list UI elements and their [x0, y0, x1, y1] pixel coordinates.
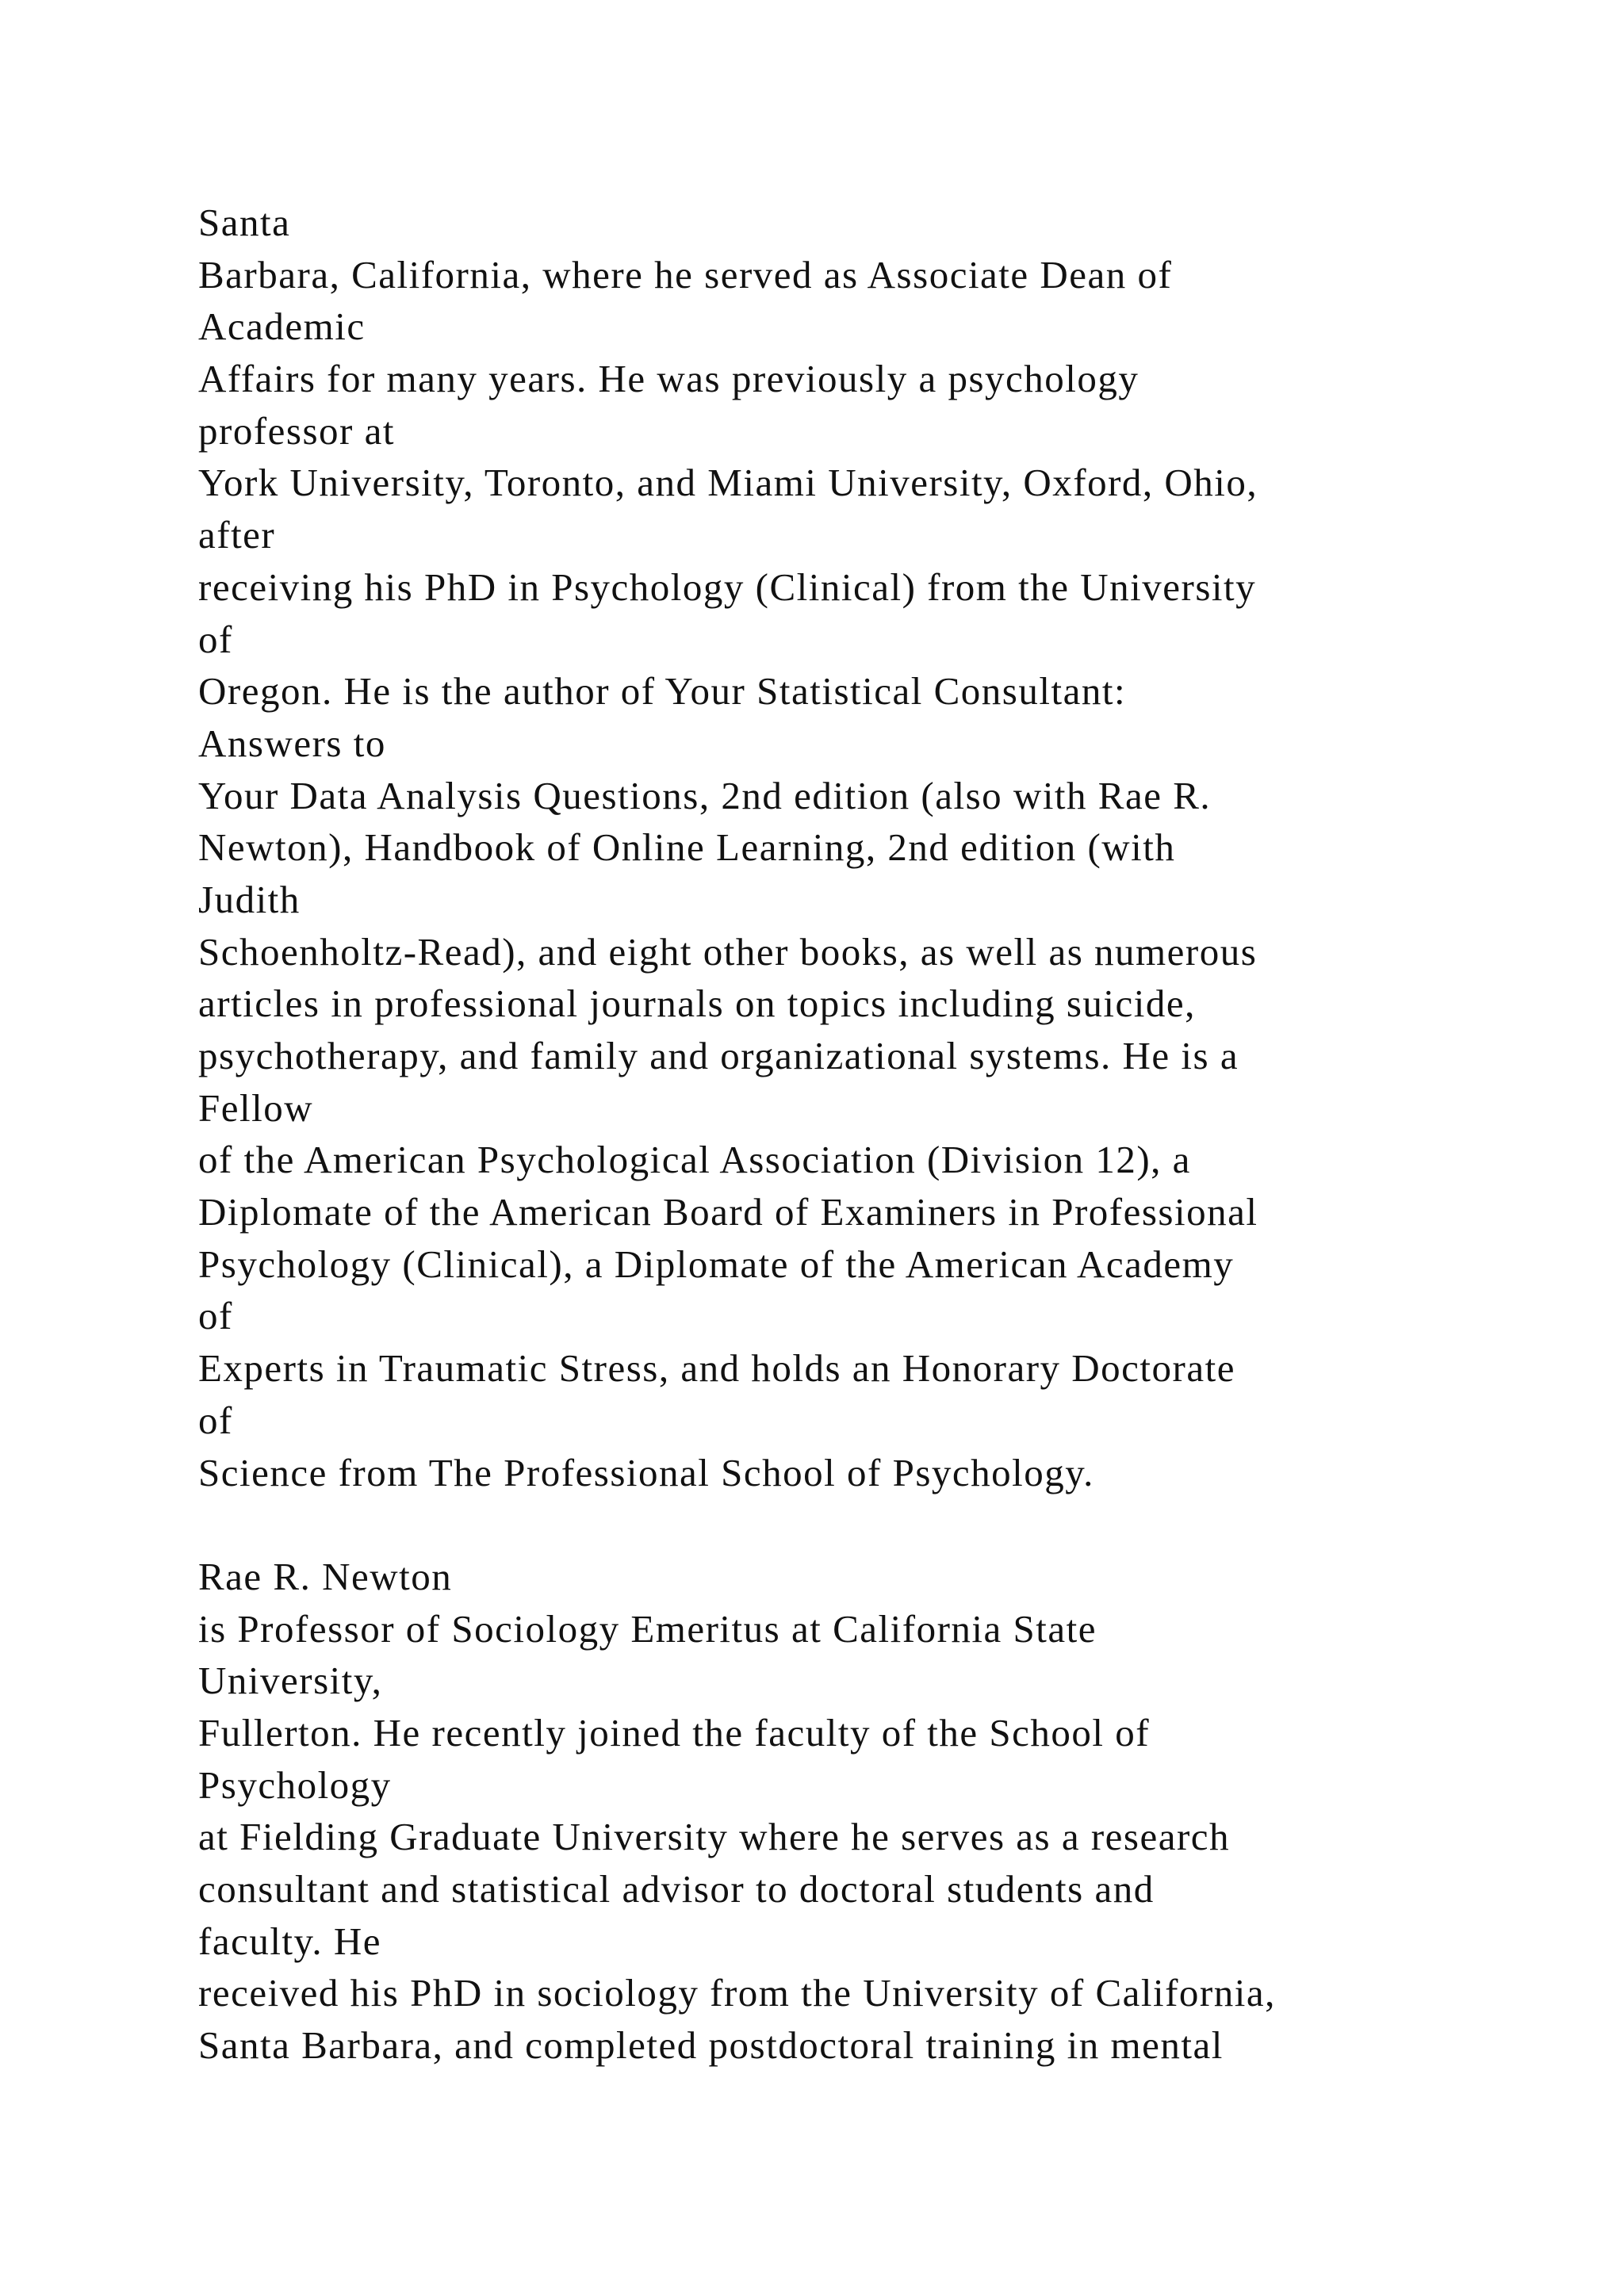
- text-line: Fullerton. He recently joined the faculty of the School of: [198, 1710, 1151, 1755]
- text-line: Oregon. He is the author of Your Statistical Consultant:: [198, 669, 1127, 714]
- text-line: of the American Psychological Association (Division 12), a: [198, 1138, 1191, 1182]
- text-line: Rae R. Newton: [198, 1554, 453, 1598]
- text-line: University,: [198, 1659, 383, 1703]
- text-line: receiving his PhD in Psychology (Clinical) from the University: [198, 564, 1257, 609]
- text-line: psychotherapy, and family and organizational systems. He is a: [198, 1034, 1239, 1077]
- text-line: Experts in Traumatic Stress, and holds an Honorary Doctorate: [198, 1346, 1235, 1391]
- text-line: Affairs for many years. He was previously a psychology: [198, 357, 1139, 401]
- paragraph-author-bio-1: [198, 197, 1610, 1498]
- text-line: Schoenholtz-Read), and eight other books, as well as numerous: [198, 929, 1258, 974]
- text-line: Judith: [198, 877, 301, 921]
- paragraph-author-bio-2: [198, 1551, 1610, 2072]
- text-line: Fellow: [198, 1085, 314, 1130]
- text-line: consultant and statistical advisor to doctoral students and: [198, 1867, 1155, 1911]
- text-line: Diplomate of the American Board of Examiners in Professional: [198, 1190, 1258, 1234]
- text-line: is Professor of Sociology Emeritus at California State: [198, 1606, 1097, 1651]
- text-line: Newton), Handbook of Online Learning, 2nd edition (with: [198, 825, 1176, 870]
- paragraph-spacer: [198, 1498, 1610, 1551]
- text-line: Science from The Professional School of Psychology.: [198, 1450, 1094, 1494]
- text-line: professor at: [198, 408, 395, 453]
- text-line: Psychology (Clinical), a Diplomate of the American Academy: [198, 1242, 1235, 1286]
- text-line: Answers to: [198, 721, 386, 765]
- text-line: Academic: [198, 304, 366, 349]
- text-line: Psychology: [198, 1762, 392, 1807]
- text-line: Barbara, California, where he served as Associate Dean of: [198, 252, 1173, 297]
- text-line: Santa Barbara, and completed postdoctoral training in mental: [198, 2023, 1224, 2068]
- text-line: faculty. He: [198, 1919, 381, 1963]
- text-line: at Fielding Graduate University where he serves as a research: [198, 1815, 1231, 1859]
- text-line: of: [198, 617, 233, 661]
- text-line: Your Data Analysis Questions, 2nd edition (also with Rae R.: [198, 773, 1212, 817]
- text-line: Santa: [198, 201, 291, 244]
- text-line: articles in professional journals on topics including suicide,: [198, 982, 1196, 1026]
- text-line: York University, Toronto, and Miami University, Oxford, Ohio,: [198, 461, 1258, 505]
- text-line: received his PhD in sociology from the University of California,: [198, 1971, 1276, 2015]
- document-text: [198, 197, 1610, 2072]
- text-line: after: [198, 513, 276, 557]
- text-line: of: [198, 1398, 233, 1442]
- text-line: of: [198, 1294, 233, 1338]
